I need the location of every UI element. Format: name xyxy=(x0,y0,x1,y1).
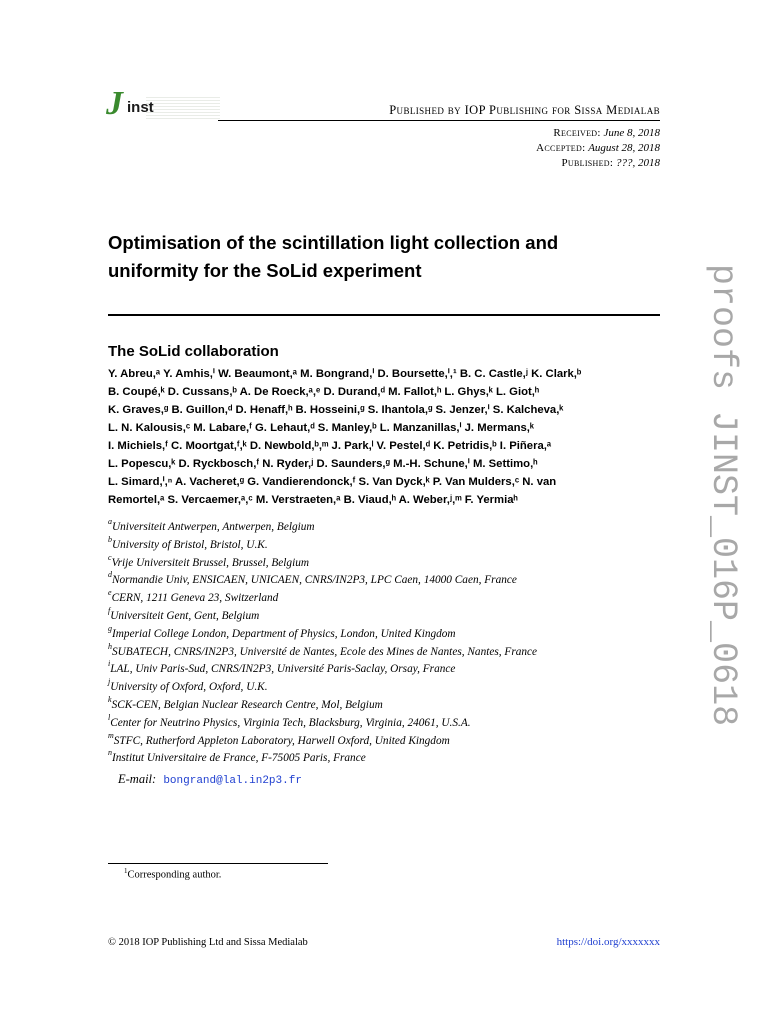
affiliation-key: j xyxy=(108,677,111,687)
footnote xyxy=(124,867,221,881)
affiliation-item xyxy=(108,532,660,550)
title-rule xyxy=(108,314,660,316)
accepted-value: August 28, 2018 xyxy=(588,142,660,154)
affiliation-text: CERN, 1211 Geneva 23, Switzerland xyxy=(111,591,279,604)
affiliation-text: Vrije Universiteit Brussel, Brussel, Belgium xyxy=(111,556,310,569)
affiliation-item xyxy=(108,745,660,763)
author-line: K. Graves,ᵍ B. Guillon,ᵈ D. Henaff,ʰ B. Hosseini,ᵍ S. Ihantola,ᵍ S. Jenzer,ⁱ S. Kalcheva,ᵏ xyxy=(108,404,564,416)
doi-link[interactable]: https://doi.org/xxxxxxx xyxy=(556,936,660,948)
published-date xyxy=(430,157,660,169)
affiliation-list xyxy=(108,514,660,763)
affiliation-text: Normandie Univ, ENSICAEN, UNICAEN, CNRS/IN2P3, LPC Caen, 14000 Caen, France xyxy=(112,574,517,587)
logo-text: inst xyxy=(127,99,154,116)
author-line: B. Coupé,ᵏ D. Cussans,ᵇ A. De Roeck,ᵃ,ᵉ D. Durand,ᵈ M. Fallot,ʰ L. Ghys,ᵏ L. Giot,ʰ xyxy=(108,386,540,398)
received-value: June 8, 2018 xyxy=(603,127,660,139)
affiliation-text: Institut Universitaire de France, F-75005 Paris, France xyxy=(112,752,366,765)
affiliation-item xyxy=(108,639,660,657)
journal-logo xyxy=(106,85,218,125)
affiliation-key: l xyxy=(108,712,111,722)
affiliation-item xyxy=(108,621,660,639)
footnote-text: Corresponding author. xyxy=(127,869,222,881)
affiliation-key: g xyxy=(108,623,112,633)
author-line: Y. Abreu,ᵃ Y. Amhis,ⁱ W. Beaumont,ᵃ M. Bongrand,ⁱ D. Boursette,ⁱ,¹ B. C. Castle,ʲ K. Clark,ᵇ xyxy=(108,368,582,380)
accepted-label: Accepted: xyxy=(536,142,586,154)
contact-email xyxy=(118,772,302,787)
affiliation-key: c xyxy=(108,552,112,562)
affiliation-key: d xyxy=(108,570,112,580)
affiliation-text: University of Bristol, Bristol, U.K. xyxy=(112,538,268,551)
header-rule xyxy=(218,120,660,121)
affiliation-text: LAL, Univ Paris-Sud, CNRS/IN2P3, Université Paris-Saclay, Orsay, France xyxy=(110,663,456,676)
received-date xyxy=(430,127,660,139)
logo-stripes xyxy=(146,97,220,119)
affiliation-text: Universiteit Gent, Gent, Belgium xyxy=(110,609,260,622)
affiliation-item xyxy=(108,514,660,532)
affiliation-item xyxy=(108,550,660,568)
published-value: ???, 2018 xyxy=(616,157,660,169)
affiliation-key: b xyxy=(108,534,112,544)
affiliation-key: i xyxy=(108,659,111,669)
publisher-line: Published by IOP Publishing for Sissa Medialab xyxy=(389,103,660,117)
email-label: E-mail: xyxy=(118,772,157,786)
published-label: Published: xyxy=(561,157,614,169)
email-link[interactable]: bongrand@lal.in2p3.fr xyxy=(163,775,302,787)
affiliation-text: STFC, Rutherford Appleton Laboratory, Harwell Oxford, United Kingdom xyxy=(113,734,450,747)
footnote-mark: 1 xyxy=(124,867,128,875)
affiliation-key: h xyxy=(108,641,112,651)
affiliation-item xyxy=(108,603,660,621)
footnote-rule xyxy=(108,863,328,864)
watermark-text: proofs JINST_016P_0618 xyxy=(703,264,743,727)
affiliation-text: SUBATECH, CNRS/IN2P3, Université de Nantes, Ecole des Mines de Nantes, Nantes, France xyxy=(112,645,538,658)
affiliation-key: n xyxy=(108,748,112,758)
proofs-watermark xyxy=(689,264,749,754)
affiliation-text: University of Oxford, Oxford, U.K. xyxy=(110,680,268,693)
affiliation-text: SCK-CEN, Belgian Nuclear Research Centre, Mol, Belgium xyxy=(111,698,383,711)
author-line: Remortel,ᵃ S. Vercaemer,ᵃ,ᶜ M. Verstraeten,ᵃ B. Viaud,ʰ A. Weber,ʲ,ᵐ F. Yermiaʰ xyxy=(108,494,518,506)
paper-title: Optimisation of the scintillation light collection and uniformity for the SoLid experiment xyxy=(108,232,559,281)
received-label: Received: xyxy=(553,127,601,139)
affiliation-item xyxy=(108,728,660,746)
author-line: I. Michiels,ᶠ C. Moortgat,ᶠ,ᵏ D. Newbold,ᵇ,ᵐ J. Park,ˡ V. Pestel,ᵈ K. Petridis,ᵇ I. Piñera,ᵃ xyxy=(108,440,552,452)
affiliation-text: Imperial College London, Department of Physics, London, United Kingdom xyxy=(112,627,456,640)
affiliation-text: Center for Neutrino Physics, Virginia Tech, Blacksburg, Virginia, 24061, U.S.A. xyxy=(110,716,471,729)
logo-letter: J xyxy=(106,85,123,122)
affiliation-key: m xyxy=(108,730,114,740)
affiliation-item xyxy=(108,567,660,585)
affiliation-item xyxy=(108,656,660,674)
affiliation-text: Universiteit Antwerpen, Antwerpen, Belgium xyxy=(112,520,315,533)
collaboration-name: The SoLid collaboration xyxy=(108,343,279,360)
affiliation-key: f xyxy=(108,605,111,615)
affiliation-item xyxy=(108,710,660,728)
affiliation-item xyxy=(108,674,660,692)
author-list xyxy=(108,365,660,509)
author-line: L. Simard,ⁱ,ⁿ A. Vacheret,ᵍ G. Vandierendonck,ᶠ S. Van Dyck,ᵏ P. Van Mulders,ᶜ N. van xyxy=(108,476,557,488)
author-line: L. Popescu,ᵏ D. Ryckbosch,ᶠ N. Ryder,ʲ D. Saunders,ᵍ M.-H. Schune,ⁱ M. Settimo,ʰ xyxy=(108,458,538,470)
affiliation-key: a xyxy=(108,517,112,526)
author-line: L. N. Kalousis,ᶜ M. Labare,ᶠ G. Lehaut,ᵈ S. Manley,ᵇ L. Manzanillas,ⁱ J. Mermans,ᵏ xyxy=(108,422,534,434)
accepted-date xyxy=(430,142,660,154)
copyright-notice: © 2018 IOP Publishing Ltd and Sissa Medialab xyxy=(108,937,308,948)
affiliation-key: e xyxy=(108,588,112,598)
affiliation-item xyxy=(108,692,660,710)
affiliation-item xyxy=(108,585,660,603)
affiliation-key: k xyxy=(108,694,112,704)
